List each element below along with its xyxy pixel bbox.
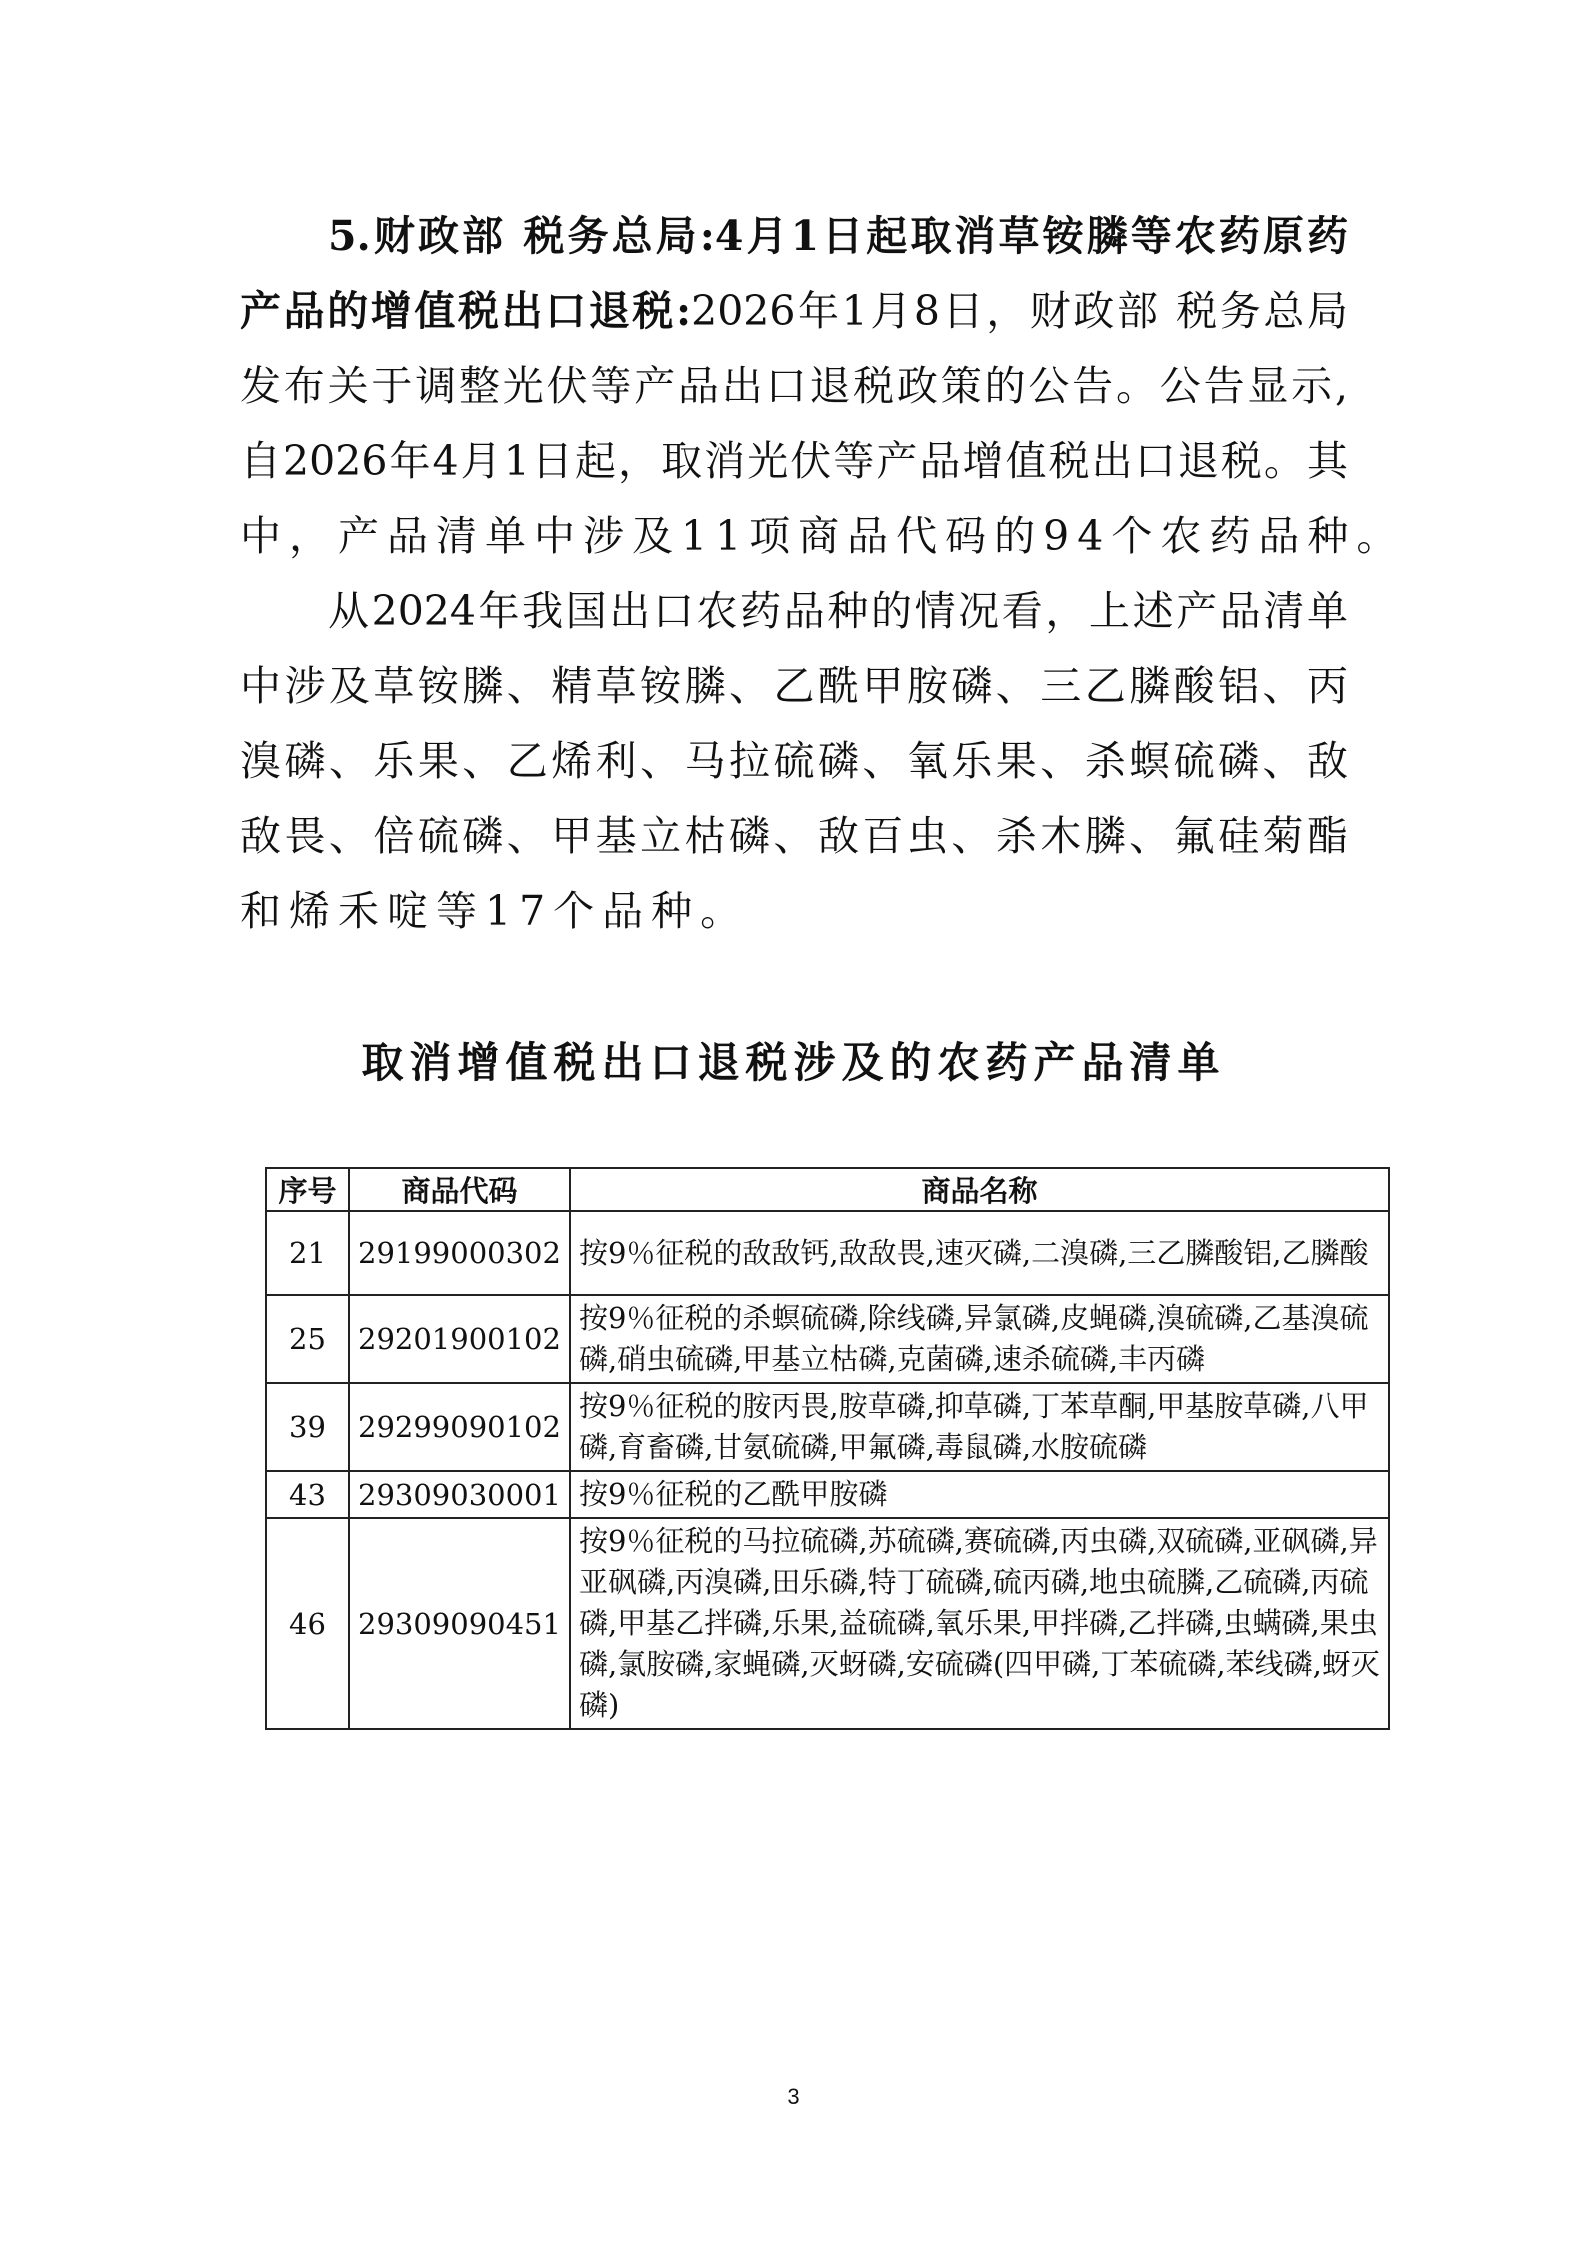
cell-name: 按9％征税的胺丙畏,胺草磷,抑草磷,丁苯草酮,甲基胺草磷,八甲磷,育畜磷,甘氨硫磷,甲氟磷,毒鼠磷,水胺硫磷 <box>570 1383 1389 1471</box>
text-line <box>240 274 1348 349</box>
table-row <box>266 1518 1389 1729</box>
text-line: 从2024年我国出口农药品种的情况看，上述产品清单 <box>328 587 1348 635</box>
text-line: 发布关于调整光伏等产品出口退税政策的公告。公告显示, <box>240 362 1348 410</box>
cell-name: 按9％征税的乙酰甲胺磷 <box>570 1471 1389 1518</box>
page-number: 3 <box>787 2084 800 2109</box>
text-line: 自2026年4月1日起，取消光伏等产品增值税出口退税。其 <box>240 437 1348 485</box>
header-code: 商品代码 <box>349 1168 570 1211</box>
text-line-date: 2026年1月8日，财政部 税务总局 <box>691 287 1349 335</box>
header-no: 序号 <box>266 1168 349 1211</box>
product-table <box>265 1167 1390 1730</box>
cell-no: 21 <box>266 1211 349 1295</box>
heading-line-end: 产品的增值税出口退税: <box>240 287 692 335</box>
cell-name: 按9％征税的杀螟硫磷,除线磷,异氯磷,皮蝇磷,溴硫磷,乙基溴硫磷,硝虫硫磷,甲基立枯磷,克菌磷,速杀硫磷,丰丙磷 <box>570 1295 1389 1383</box>
cell-no: 43 <box>266 1471 349 1518</box>
cell-no: 39 <box>266 1383 349 1471</box>
cell-code: 29201900102 <box>349 1295 570 1383</box>
text-line: 敌畏、倍硫磷、甲基立枯磷、敌百虫、杀木膦、氟硅菊酯 <box>240 812 1348 860</box>
text-line: 中涉及草铵膦、精草铵膦、乙酰甲胺磷、三乙膦酸铝、丙 <box>240 662 1348 710</box>
cell-code: 29309030001 <box>349 1471 570 1518</box>
paragraph-export-varieties <box>240 574 1348 949</box>
heading-line: 5.财政部 税务总局:4月1日起取消草铵膦等农药原药 <box>328 212 1348 260</box>
header-name: 商品名称 <box>570 1168 1389 1211</box>
cell-code: 29199000302 <box>349 1211 570 1295</box>
table-row <box>266 1471 1389 1518</box>
table-header-row <box>266 1168 1389 1211</box>
paragraph-policy-news <box>240 199 1406 574</box>
cell-name: 按9％征税的马拉硫磷,苏硫磷,赛硫磷,丙虫磷,双硫磷,亚砜磷,异亚砜磷,丙溴磷,田乐磷,特丁硫磷,硫丙磷,地虫硫膦,乙硫磷,丙硫磷,甲基乙拌磷,乐果,益硫磷,氧乐果,甲拌磷,乙拌磷,虫螨磷,果虫磷,氯胺磷,家蝇磷,灭蚜磷,安硫磷(四甲磷,丁苯硫磷,苯线磷,蚜灭磷) <box>570 1518 1389 1729</box>
text-line: 和烯禾啶等17个品种。 <box>240 887 750 935</box>
table-row <box>266 1383 1389 1471</box>
text-line: 中，产品清单中涉及11项商品代码的94个农药品种。 <box>240 512 1406 560</box>
table-title: 取消增值税出口退税涉及的农药产品清单 <box>361 1038 1226 1087</box>
cell-code: 29309090451 <box>349 1518 570 1729</box>
cell-name: 按9％征税的敌敌钙,敌敌畏,速灭磷,二溴磷,三乙膦酸铝,乙膦酸 <box>570 1211 1389 1295</box>
table-row <box>266 1211 1389 1295</box>
cell-no: 46 <box>266 1518 349 1729</box>
text-line: 溴磷、乐果、乙烯利、马拉硫磷、氧乐果、杀螟硫磷、敌 <box>240 737 1348 785</box>
table-row <box>266 1295 1389 1383</box>
cell-no: 25 <box>266 1295 349 1383</box>
cell-code: 29299090102 <box>349 1383 570 1471</box>
